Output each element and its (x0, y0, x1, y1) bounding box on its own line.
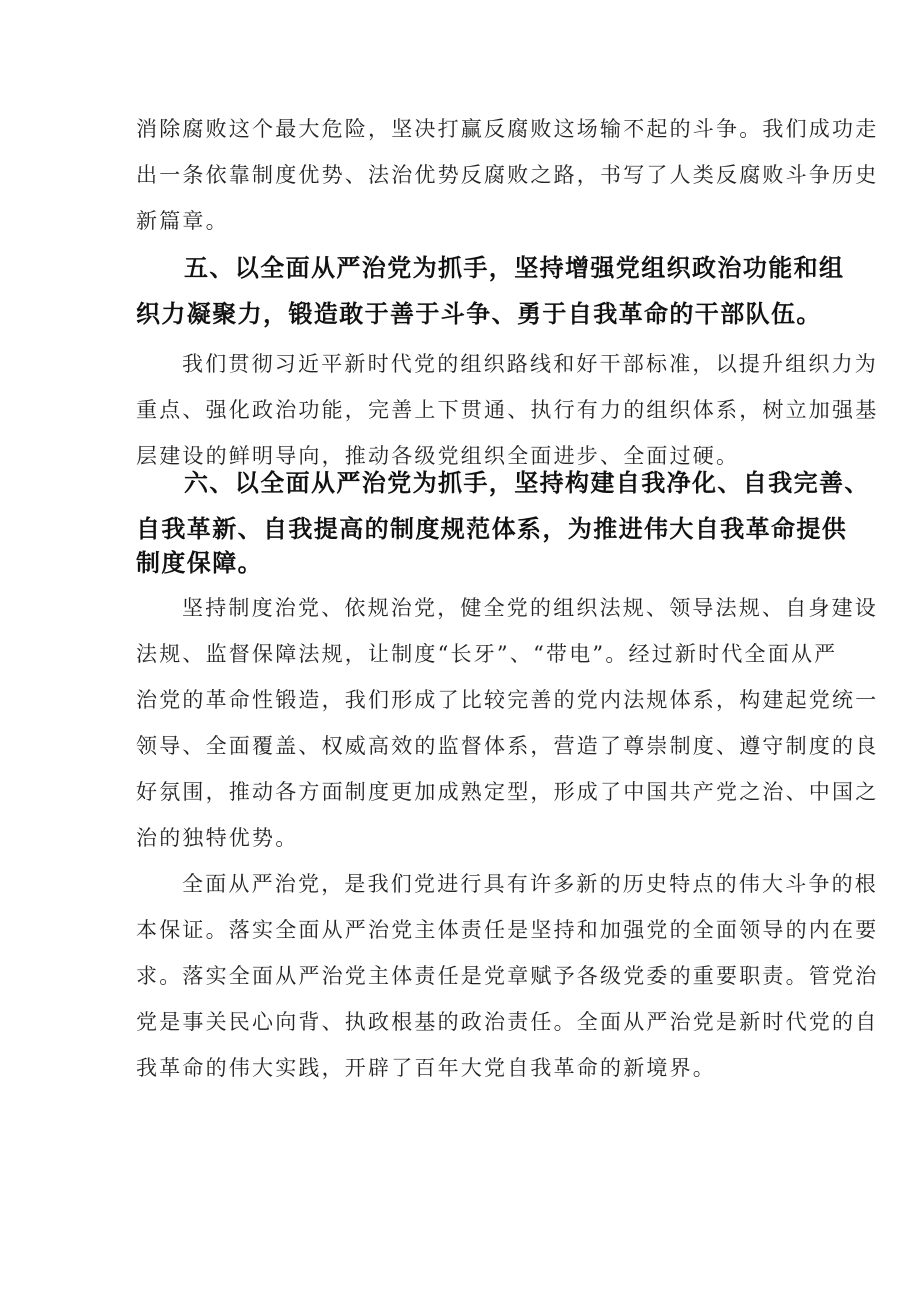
paragraph-line: 治党的革命性锻造，我们形成了比较完善的党内法规体系，构建起党统一 (136, 688, 879, 712)
section-heading-line: 六、以全面从严治党为抓手，坚持构建自我净化、自我完善、 (184, 469, 870, 497)
paragraph-line: 本保证。落实全面从严治党主体责任是坚持和加强党的全面领导的内在要 (136, 918, 879, 942)
paragraph-line: 层建设的鲜明导向，推动各级党组织全面进步、全面过硬。 (136, 444, 740, 468)
section-heading-line: 五、以全面从严治党为抓手，坚持增强党组织政治功能和组 (184, 254, 845, 282)
section-heading-line: 自我革新、自我提高的制度规范体系，为推进伟大自我革命提供 (136, 515, 848, 543)
paragraph-line: 法规、监督保障法规，让制度“长牙”、“带电”。经过新时代全面从严 (136, 642, 838, 666)
paragraph-line: 坚持制度治党、依规治党，健全党的组织法规、领导法规、自身建设 (182, 596, 878, 620)
paragraph-line: 治的独特优势。 (136, 826, 299, 850)
paragraph-line: 消除腐败这个最大危险，坚决打赢反腐败这场输不起的斗争。我们成功走 (136, 117, 879, 141)
paragraph-line: 我革命的伟大实践，开辟了百年大党自我革命的新境界。 (136, 1056, 716, 1080)
paragraph-line: 全面从严治党，是我们党进行具有许多新的历史特点的伟大斗争的根 (182, 872, 878, 896)
paragraph-line: 党是事关民心向背、执政根基的政治责任。全面从严治党是新时代党的自 (136, 1010, 879, 1034)
section-heading-line: 织力凝聚力，锻造敢于善于斗争、勇于自我革命的干部队伍。 (136, 300, 822, 328)
paragraph-line: 领导、全面覆盖、权威高效的监督体系，营造了尊崇制度、遵守制度的良 (136, 734, 879, 758)
paragraph-line: 好氛围，推动各方面制度更加成熟定型，形成了中国共产党之治、中国之 (136, 780, 879, 804)
paragraph-line: 出一条依靠制度优势、法治优势反腐败之路，书写了人类反腐败斗争历史 (136, 163, 879, 187)
paragraph-line: 新篇章。 (136, 209, 229, 233)
paragraph-line: 我们贯彻习近平新时代党的组织路线和好干部标准，以提升组织力为 (182, 352, 878, 376)
paragraph-line: 重点、强化政治功能，完善上下贯通、执行有力的组织体系，树立加强基 (136, 398, 879, 422)
section-heading-line: 制度保障。 (136, 549, 263, 577)
paragraph-line: 求。落实全面从严治党主体责任是党章赋予各级党委的重要职责。管党治 (136, 964, 879, 988)
